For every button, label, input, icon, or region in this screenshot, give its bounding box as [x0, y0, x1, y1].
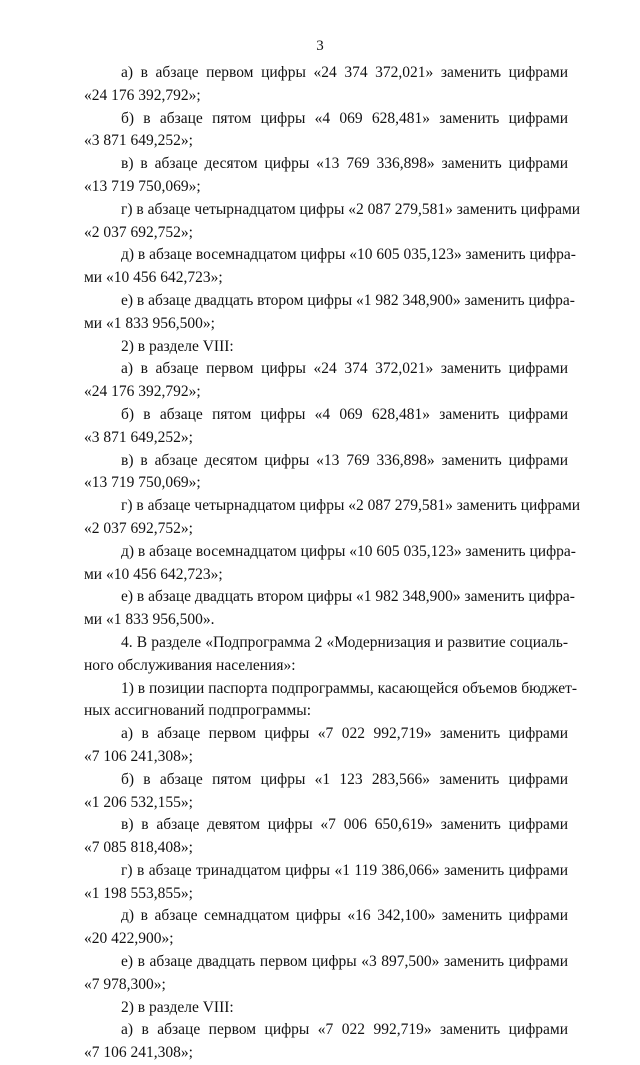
text-line: а) в абзаце первом цифры «7 022 992,719» заменить цифрами	[121, 1021, 568, 1039]
text-line: ми «1 833 956,500»;	[84, 314, 215, 332]
page-number: 3	[316, 38, 324, 54]
text-line: «3 871 649,252»;	[84, 132, 193, 150]
text-line: д) в абзаце восемнадцатом цифры «10 605 035,123» заменить цифра-	[121, 246, 576, 264]
text-line: 2) в разделе VIII:	[121, 998, 234, 1016]
text-line: б) в абзаце пятом цифры «4 069 628,481» заменить цифрами	[121, 405, 568, 423]
text-line: «24 176 392,792»;	[84, 383, 201, 401]
text-line: а) в абзаце первом цифры «24 374 372,021» заменить цифрами	[121, 64, 568, 81]
document-body	[84, 62, 581, 1065]
text-line: ного обслуживания населения»:	[84, 656, 296, 674]
text-line: «7 106 241,308»;	[84, 1044, 193, 1062]
text-line: в) в абзаце девятом цифры «7 006 650,619» заменить цифрами	[121, 816, 568, 834]
text-line: «7 106 241,308»;	[84, 747, 193, 765]
text-line: «3 871 649,252»;	[84, 428, 193, 446]
text-line: а) в абзаце первом цифры «24 374 372,021» заменить цифрами	[121, 360, 568, 378]
text-line: ми «10 456 642,723»;	[84, 565, 223, 583]
text-line: е) в абзаце двадцать втором цифры «1 982 348,900» заменить цифра-	[121, 291, 575, 309]
text-line: г) в абзаце тринадцатом цифры «1 119 386,066» заменить цифрами	[121, 861, 568, 879]
text-line: 1) в позиции паспорта подпрограммы, касающейся объемов бюджет-	[121, 679, 578, 697]
text-line: «13 719 750,069»;	[84, 177, 201, 195]
text-line: 2) в разделе VIII:	[121, 337, 234, 355]
text-line: е) в абзаце двадцать первом цифры «3 897,500» заменить цифрами	[121, 953, 568, 971]
text-line: в) в абзаце десятом цифры «13 769 336,898» заменить цифрами	[121, 155, 568, 173]
text-line: «13 719 750,069»;	[84, 474, 201, 492]
text-line: «1 206 532,155»;	[84, 793, 193, 811]
text-line: «2 037 692,752»;	[84, 223, 193, 241]
text-line: 4. В разделе «Подпрограмма 2 «Модернизация и развитие социаль-	[121, 633, 568, 651]
text-line: «2 037 692,752»;	[84, 519, 193, 537]
text-line: «20 422,900»;	[84, 930, 174, 948]
text-line: а) в абзаце первом цифры «7 022 992,719» заменить цифрами	[121, 725, 568, 743]
text-line: е) в абзаце двадцать втором цифры «1 982 348,900» заменить цифра-	[121, 588, 575, 606]
text-line: г) в абзаце четырнадцатом цифры «2 087 279,581» заменить цифрами	[121, 497, 581, 515]
text-line: «1 198 553,855»;	[84, 884, 193, 902]
text-line: ми «1 833 956,500».	[84, 611, 215, 629]
text-line: в) в абзаце десятом цифры «13 769 336,898» заменить цифрами	[121, 451, 568, 469]
text-line: «7 978,300»;	[84, 975, 166, 993]
text-line: д) в абзаце восемнадцатом цифры «10 605 035,123» заменить цифра-	[121, 542, 576, 560]
text-line: «24 176 392,792»;	[84, 86, 201, 104]
text-line: б) в абзаце пятом цифры «4 069 628,481» заменить цифрами	[121, 109, 568, 127]
text-line: б) в абзаце пятом цифры «1 123 283,566» заменить цифрами	[121, 770, 568, 788]
text-line: ных ассигнований подпрограммы:	[84, 702, 312, 720]
text-line: д) в абзаце семнадцатом цифры «16 342,100» заменить цифрами	[121, 907, 568, 925]
text-line: ми «10 456 642,723»;	[84, 269, 223, 287]
text-line: г) в абзаце четырнадцатом цифры «2 087 279,581» заменить цифрами	[121, 200, 581, 218]
text-line: «7 085 818,408»;	[84, 839, 193, 857]
